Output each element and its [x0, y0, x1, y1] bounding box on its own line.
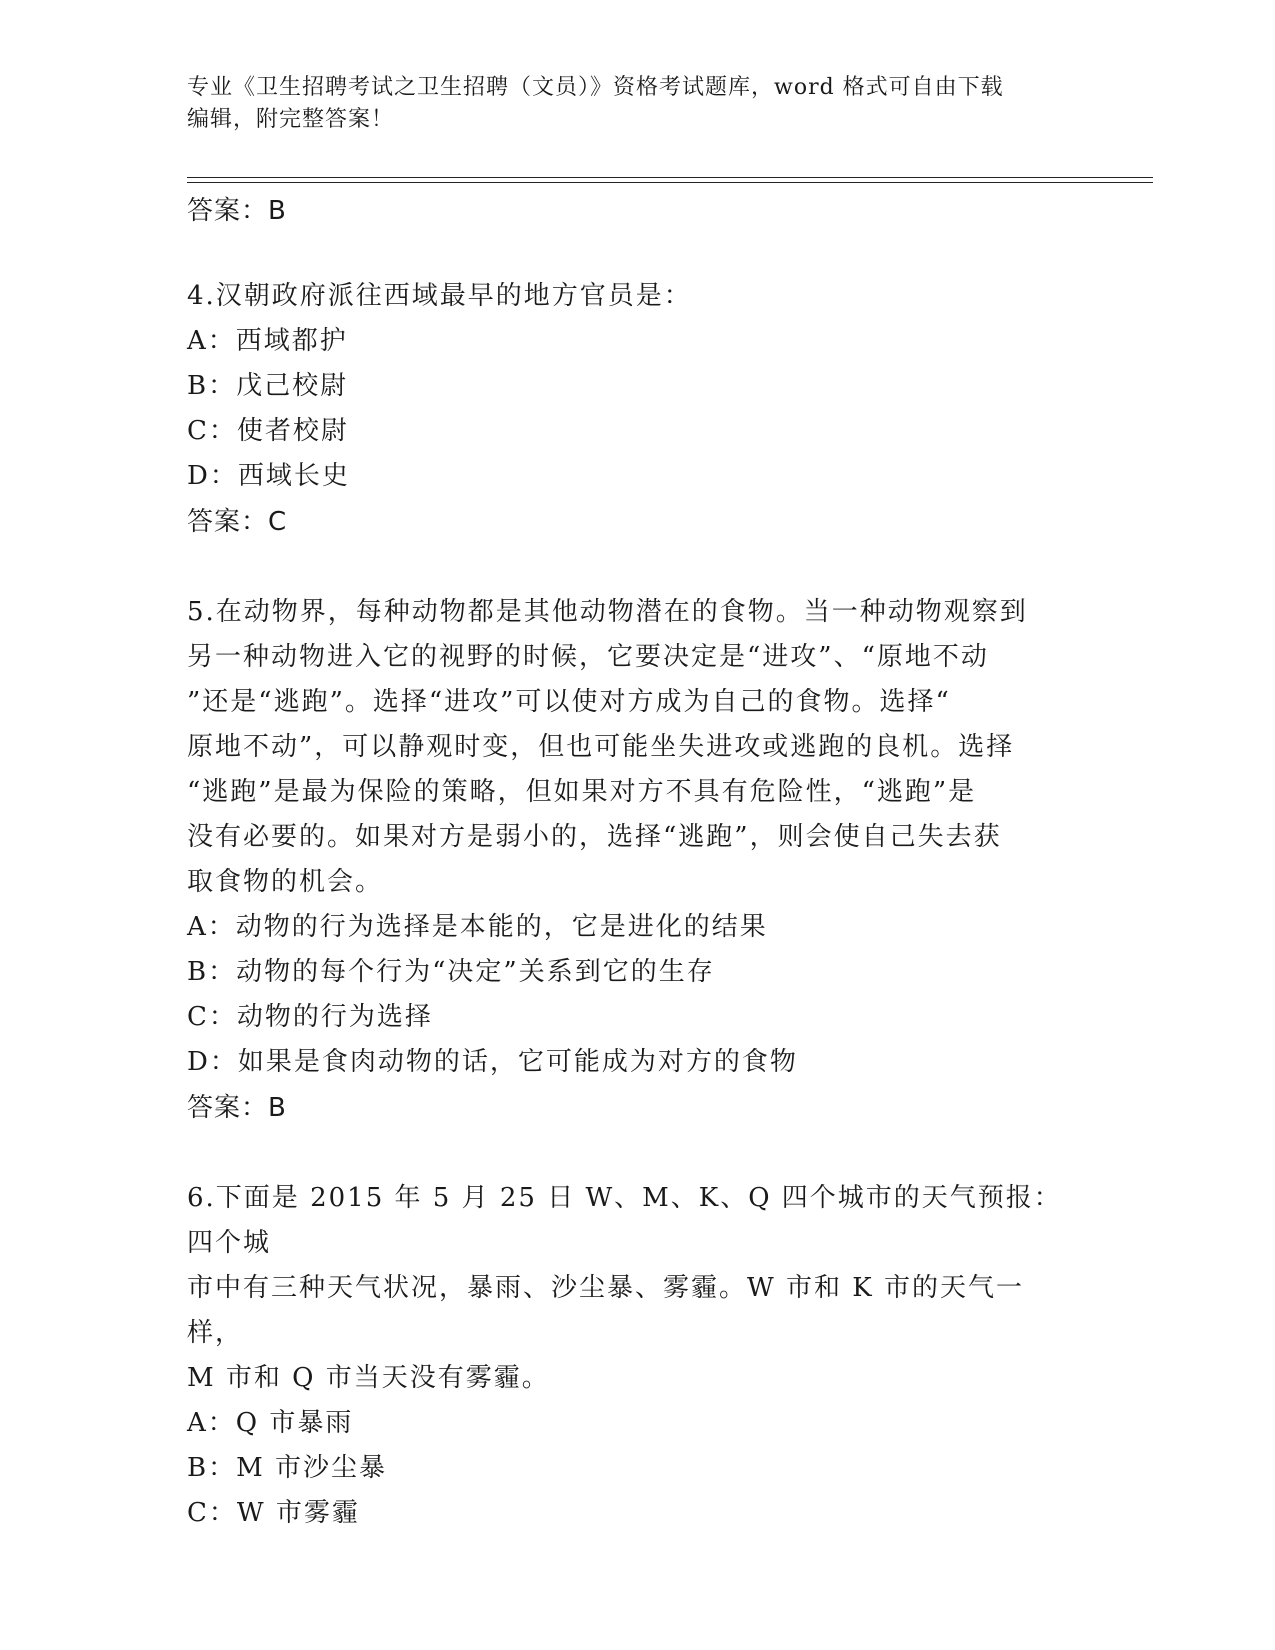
page-header [187, 72, 1067, 136]
question-5-option-b: B：动物的每个行为“决定”关系到它的生存 [187, 957, 715, 987]
header-line-1: 专业《卫生招聘考试之卫生招聘（文员）》资格考试题库，word 格式可自由下载 [187, 75, 1004, 100]
question-5-line: ”还是“逃跑”。选择“进攻”可以使对方成为自己的食物。选择“ [187, 687, 951, 717]
question-5-line: 没有必要的。如果对方是弱小的，选择“逃跑”，则会使自己失去获 [187, 822, 1002, 852]
question-6 [187, 1176, 1067, 1536]
question-5-answer: 答案：B [187, 1093, 287, 1123]
question-4-text: 4.汉朝政府派往西域最早的地方官员是： [187, 281, 692, 311]
question-4 [187, 274, 1067, 545]
question-5-line: 取食物的机会。 [187, 867, 384, 897]
question-4-option-d: D：西域长史 [187, 461, 350, 491]
document-body [187, 188, 1067, 1536]
question-5-option-c: C：动物的行为选择 [187, 1002, 433, 1032]
question-4-answer: 答案：C [187, 507, 288, 537]
question-5-line: 另一种动物进入它的视野的时候，它要决定是“进攻”、“原地不动 [187, 642, 989, 672]
question-4-option-a: A：西域都护 [187, 326, 348, 356]
header-divider-bottom [187, 182, 1153, 183]
question-4-option-c: C：使者校尉 [187, 416, 349, 446]
question-6-option-c: C：W 市雾霾 [187, 1498, 360, 1528]
question-5-line: “逃跑”是最为保险的策略，但如果对方不具有危险性，“逃跑”是 [187, 777, 977, 807]
question-5 [187, 590, 1067, 1131]
header-divider-top [187, 177, 1153, 178]
question-5-option-d: D：如果是食肉动物的话，它可能成为对方的食物 [187, 1047, 798, 1077]
header-line-2: 编辑，附完整答案！ [187, 107, 395, 132]
question-5-line: 5.在动物界，每种动物都是其他动物潜在的食物。当一种动物观察到 [187, 597, 1028, 627]
question-6-line: 6.下面是 2015 年 5 月 25 日 W、M、K、Q 四个城市的天气预报：四个城 [187, 1183, 1062, 1258]
question-6-line: M 市和 Q 市当天没有雾霾。 [187, 1363, 550, 1393]
question-6-option-b: B：M 市沙尘暴 [187, 1453, 387, 1483]
question-6-line: 市中有三种天气状况，暴雨、沙尘暴、雾霾。W 市和 K 市的天气一样， [187, 1273, 1024, 1348]
question-6-option-a: A：Q 市暴雨 [187, 1408, 354, 1438]
question-5-option-a: A：动物的行为选择是本能的，它是进化的结果 [187, 912, 768, 942]
question-4-option-b: B：戊己校尉 [187, 371, 349, 401]
previous-answer: 答案：B [187, 196, 287, 226]
question-5-line: 原地不动”，可以静观时变，但也可能坐失进攻或逃跑的良机。选择 [187, 732, 1015, 762]
